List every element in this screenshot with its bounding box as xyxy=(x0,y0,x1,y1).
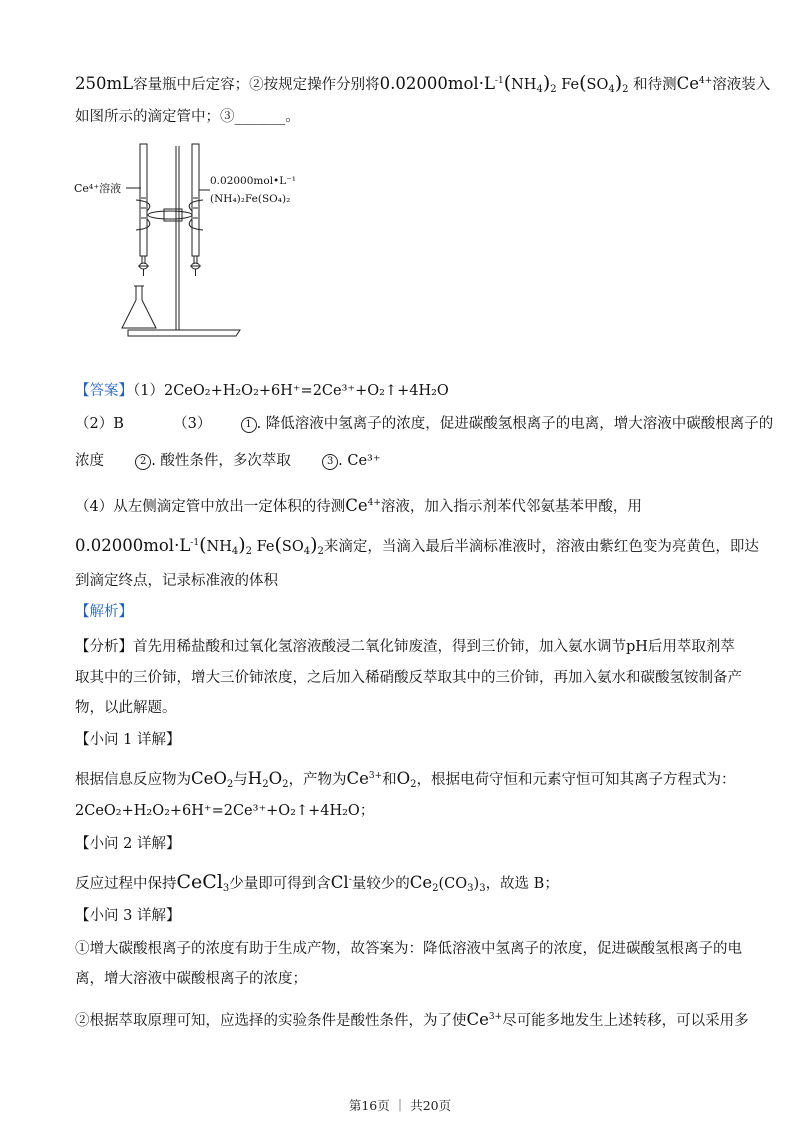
analysis-intro-3: 物，以此解题。 xyxy=(75,700,177,716)
text-span: 反应过程中保持 xyxy=(75,876,177,892)
section-1-equation: 2CeO₂+H₂O₂+6H⁺=2Ce³⁺+O₂↑+4H₂O； xyxy=(75,803,375,819)
section-1-text: 根据信息反应物为CeO$_2$与$H_2O_2$，产物为$Ce^{3+}$和$O_2$，根据电荷守恒和元素守恒可知其离子方程式为： xyxy=(75,769,736,790)
answer-q4-line1: （4）从左侧滴定管中放出一定体积的待测$Ce^{4+}$溶液，加入指示剂苯代邻氨基苯甲酸，用 xyxy=(75,496,642,515)
text-span: ，根据电荷守恒和元素守恒可知其离子方程式为： xyxy=(416,772,736,788)
answer-q4-line3: 到滴定终点，记录标准液的体积 xyxy=(75,573,278,589)
text-span: 和 xyxy=(382,772,397,788)
text-span: 溶液装入 xyxy=(712,77,771,93)
answer-q3-part2: . 酸性条件，多次萃取 xyxy=(151,453,291,469)
right-burette-label-2: (NH₄)₂Fe(SO₄)₂ xyxy=(210,193,291,205)
section-1-heading: 【小问 1 详解】 xyxy=(75,732,181,748)
text-span: 首先用稀盐酸和过氧化氢溶液酸浸二氧化铈废渣，得到三价铈，加入氨水调节pH后用萃取剂萃 xyxy=(133,639,735,655)
text-span: 量较少的 xyxy=(351,876,410,892)
titration-apparatus-figure xyxy=(70,138,310,338)
text-span: 浓度 xyxy=(75,453,104,469)
answer-q2-q3 xyxy=(75,413,774,435)
answer-q2-text: （2）B xyxy=(75,416,124,432)
concentration-text: 0.02000mol·L xyxy=(379,74,495,93)
answer-q1 xyxy=(75,380,735,402)
text-span: ②根据萃取原理可知，应选择的实验条件是酸性条件，为了使 xyxy=(75,1013,467,1029)
text-line-2: 如图所示的滴定管中；③_______。 xyxy=(75,109,300,125)
page-footer: 第16页 ｜ 共20页 xyxy=(348,1098,452,1113)
answer-q1-text: （1）2CeO₂+H₂O₂+6H⁺=2Ce³⁺+O₂↑+4H₂O xyxy=(133,383,449,399)
section-3-text-3: ②根据萃取原理可知，应选择的实验条件是酸性条件，为了使$Ce^{3+}$尽可能多地发生上述转移，可以采用多 xyxy=(75,1010,749,1029)
text-span: 溶液，加入指示剂苯代邻氨基苯甲酸，用 xyxy=(380,499,642,515)
text-span: 与 xyxy=(233,772,248,788)
answer-q3-cont xyxy=(75,450,735,472)
section-3-text-1: ①增大碳酸根离子的浓度有助于生成产物，故答案为：降低溶液中氢离子的浓度，促进碳酸氢根离子的电 xyxy=(75,941,742,957)
text-span: 尽可能多地发生上述转移，可以采用多 xyxy=(502,1013,749,1029)
analysis-intro-1 xyxy=(75,636,735,658)
answer-q4-line2: $0.02000mol\cdot L^{-1}(NH_4)_2$ $Fe(SO_4)_2$来滴定，当滴入最后半滴标准液时，溶液由紫红色变为亮黄色，即达 xyxy=(75,534,759,557)
answer-q3-part1: . 降低溶液中氢离子的浓度，促进碳酸氢根离子的电离，增大溶液中碳酸根离子的 xyxy=(256,416,774,432)
section-3-heading: 【小问 3 详解】 xyxy=(75,908,181,924)
answer-tag: 【答案】 xyxy=(75,383,133,399)
text-span: 和待测 xyxy=(633,77,677,93)
analysis-intro-2: 取其中的三价铈，增大三价铈浓度，之后加入稀硝酸反萃取其中的三价铈，再加入氨水和碳酸氢铵制备产 xyxy=(75,670,742,686)
analysis-intro-tag: 【分析】 xyxy=(75,639,133,655)
text-span: 少量即可得到含 xyxy=(229,876,331,892)
text-span: ，故选 B； xyxy=(485,876,559,892)
analysis-tag: 【解析】 xyxy=(75,604,133,620)
text-span: 容量瓶中后定容；②按规定操作分别将 xyxy=(133,77,380,93)
left-burette-label: Ce⁴⁺溶液 xyxy=(74,182,122,195)
right-burette-label-1: 0.02000mol•L⁻¹ xyxy=(210,175,296,187)
volume-text: 250mL xyxy=(75,74,134,93)
circled-number-1: 1 xyxy=(241,417,257,433)
circled-number-2: 2 xyxy=(135,454,151,470)
text-span: ，产物为 xyxy=(288,772,347,788)
text-span: 来滴定，当滴入最后半滴标准液时，溶液由紫红色变为亮黄色，即达 xyxy=(323,539,759,555)
circled-number-3: 3 xyxy=(322,454,338,470)
answer-q3-part3: . Ce³⁺ xyxy=(338,453,381,469)
text-line-1: 250mL容量瓶中后定容；②按规定操作分别将$0.02000mol\cdot L^{-1}(NH_4)_2$ $Fe(SO_4)_2$ 和待测$Ce^{4+}$溶液装入 xyxy=(75,72,771,95)
text-span: 根据信息反应物为 xyxy=(75,772,191,788)
section-2-heading: 【小问 2 详解】 xyxy=(75,836,181,852)
section-3-text-2: 离，增大溶液中碳酸根离子的浓度； xyxy=(75,971,307,987)
text-span: （4）从左侧滴定管中放出一定体积的待测 xyxy=(75,499,346,515)
section-2-text: 反应过程中保持CeCl$_3$少量即可得到含Cl-量较少的$Ce_2(CO_3)_3$，故选 B； xyxy=(75,871,559,894)
answer-q3-label: （3） xyxy=(173,416,212,432)
